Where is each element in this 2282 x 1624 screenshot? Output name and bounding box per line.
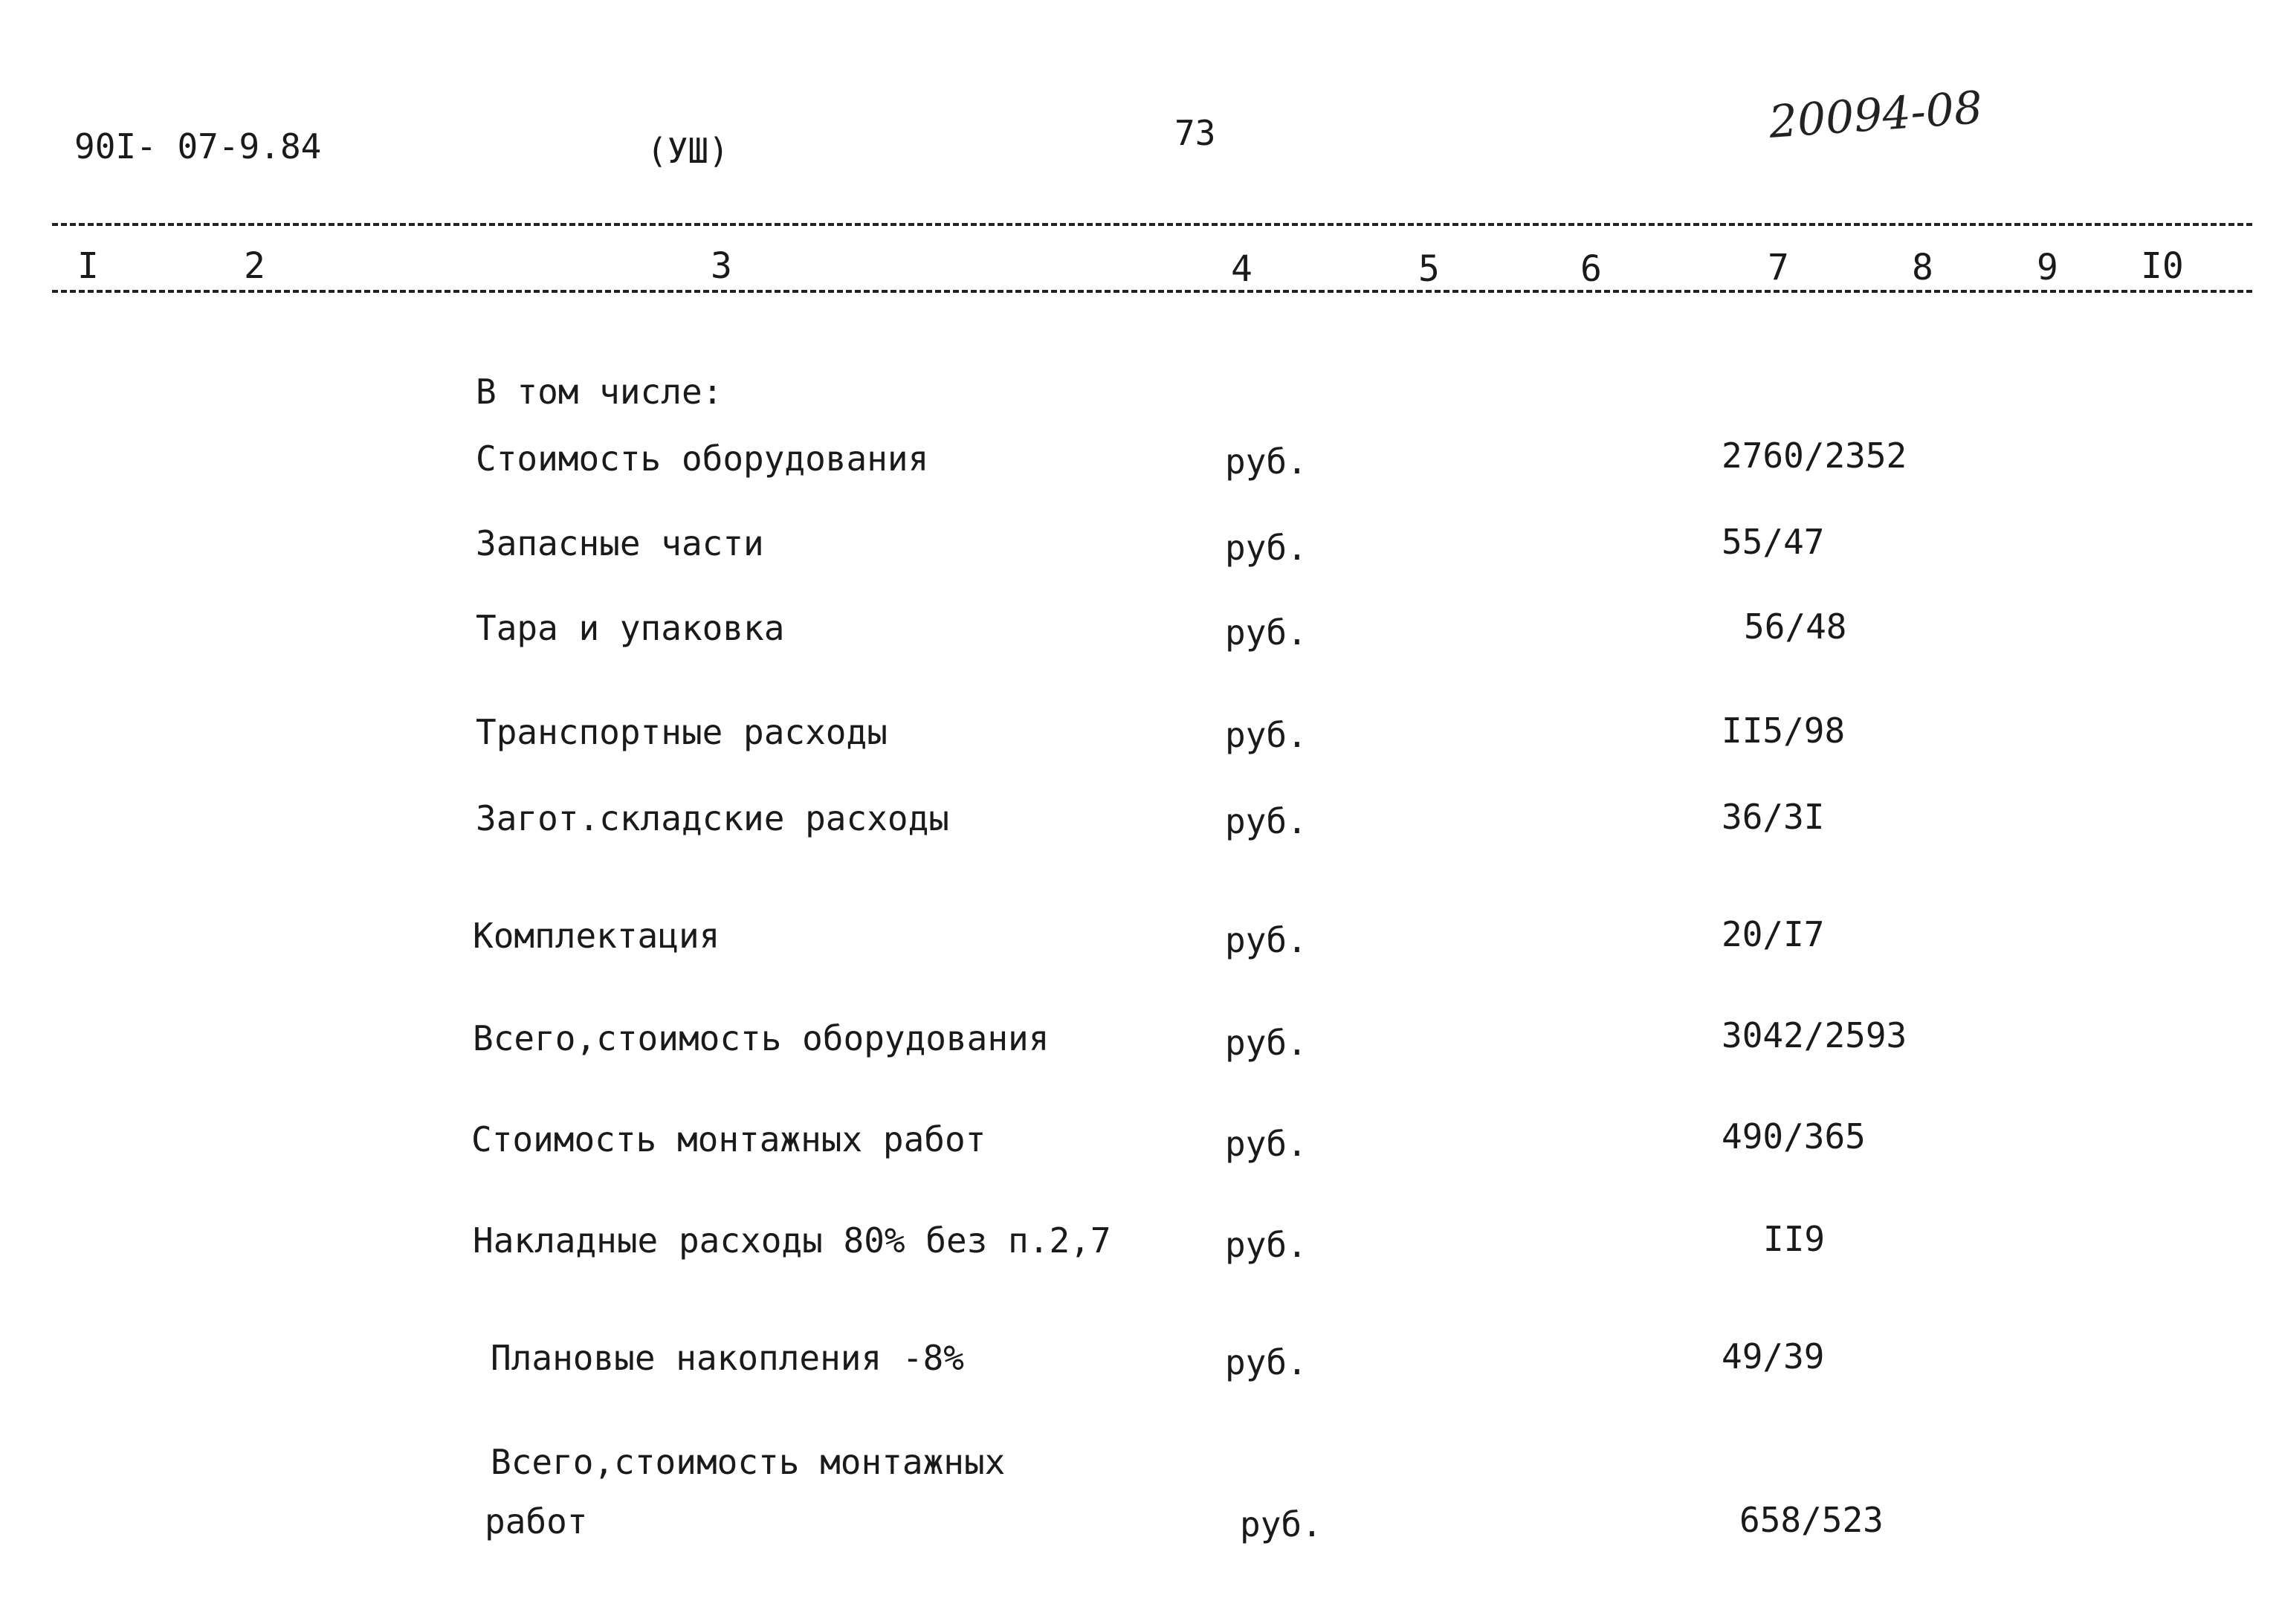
top-dashed-rule (52, 223, 2252, 226)
row-unit: руб. (1225, 715, 1308, 755)
row-unit: руб. (1225, 801, 1308, 841)
row-name: Запасные части (476, 523, 764, 563)
row-value: 49/39 (1722, 1336, 1825, 1376)
row-value: 20/I7 (1722, 914, 1825, 954)
bottom-dashed-rule (52, 290, 2252, 293)
row-value: 36/3I (1722, 797, 1825, 837)
section-label: (УШ) (647, 131, 729, 171)
row-name: Стоимость монтажных работ (471, 1119, 986, 1159)
row-value: 658/523 (1739, 1500, 1884, 1540)
row-value: 490/365 (1722, 1116, 1866, 1156)
column-number-10: I0 (2141, 245, 2184, 287)
row-name: Всего,стоимость оборудования (473, 1018, 1050, 1058)
column-number-5: 5 (1418, 248, 1440, 290)
column-number-7: 7 (1768, 247, 1789, 288)
column-number-2: 2 (244, 245, 265, 287)
row-unit: руб. (1225, 441, 1308, 482)
row-value: 55/47 (1722, 522, 1825, 562)
column-number-4: 4 (1231, 248, 1252, 290)
row-unit: руб. (1225, 1124, 1308, 1164)
row-name: Комплектация (473, 916, 720, 956)
row-unit: руб. (1225, 612, 1308, 653)
row-name: Стоимость оборудования (476, 439, 929, 479)
row-value: II9 (1763, 1219, 1826, 1259)
column-number-8: 8 (1912, 247, 1933, 288)
row-name: Накладные расходы 80% без п.2,7 (473, 1220, 1111, 1261)
row-unit: руб. (1240, 1504, 1322, 1544)
row-unit: руб. (1225, 528, 1308, 568)
column-number-3: 3 (711, 245, 732, 287)
intro-label: В том числе: (476, 372, 723, 412)
row-value: II5/98 (1722, 711, 1846, 751)
row-name: Плановые накопления -8% (491, 1338, 964, 1378)
row-value: 2760/2352 (1722, 436, 1907, 476)
row-value: 56/48 (1744, 606, 1847, 647)
row-unit: руб. (1225, 1225, 1308, 1265)
row-unit: руб. (1225, 920, 1308, 960)
row-unit: руб. (1225, 1023, 1308, 1063)
row-name: Загот.складские расходы (476, 798, 949, 838)
row-name-line-2: работ (485, 1501, 588, 1541)
handwritten-inventory-number: 20094-08 (1767, 82, 1985, 149)
document-code: 90I- 07-9.84 (74, 126, 322, 166)
column-number-1: I (77, 245, 99, 287)
row-value: 3042/2593 (1722, 1015, 1907, 1055)
column-number-9: 9 (2037, 247, 2058, 288)
row-name: Транспортные расходы (476, 712, 888, 752)
column-number-6: 6 (1580, 248, 1602, 290)
page-number: 73 (1174, 113, 1216, 153)
row-name-line-1: Всего,стоимость монтажных (491, 1442, 1006, 1482)
row-unit: руб. (1225, 1342, 1308, 1382)
row-name: Тара и упаковка (476, 608, 785, 648)
